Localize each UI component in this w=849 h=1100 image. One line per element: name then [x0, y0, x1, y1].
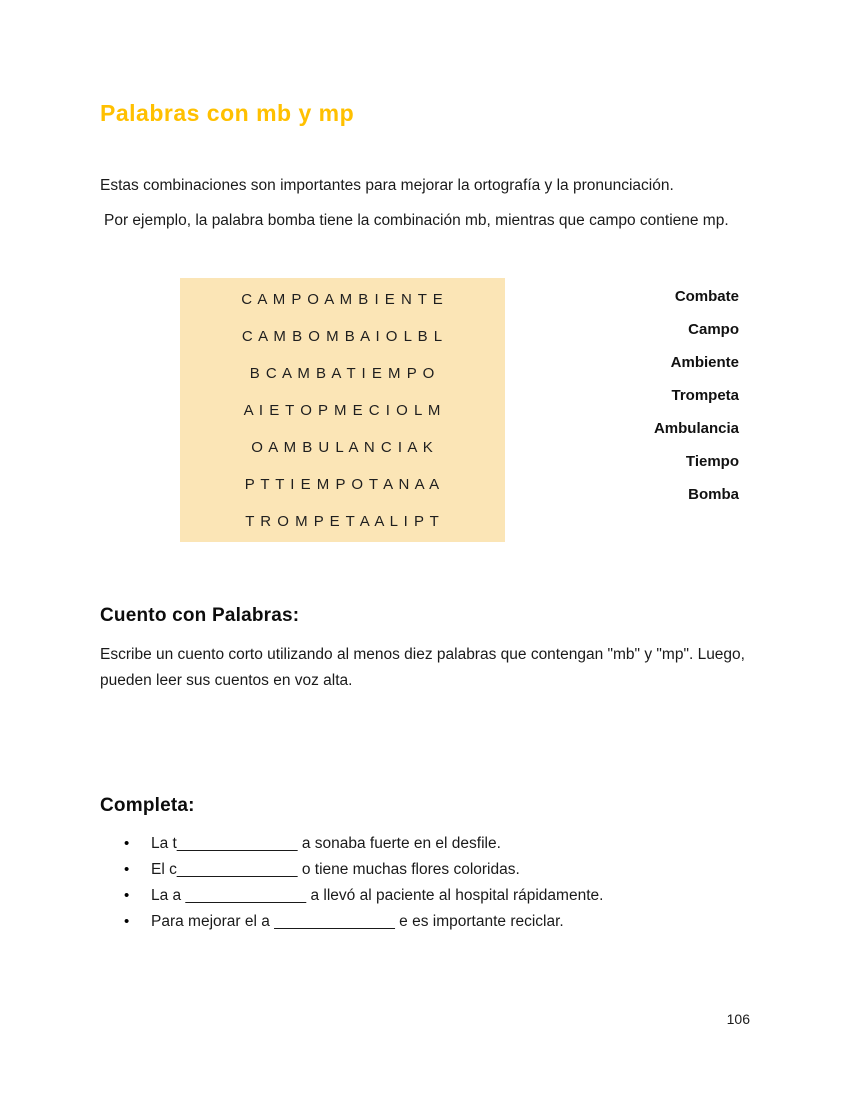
word-search-row: B C A M B A T I E M P O — [249, 365, 436, 382]
word-search-row: A I E T O P M E C I O L M — [243, 402, 442, 419]
fill-in-blank-item — [124, 831, 603, 857]
fill-in-blank-text: La a ______________ a llevó al paciente al hospital rápidamente. — [151, 887, 604, 904]
word-search-row: C A M P O A M B I E N T E — [241, 291, 444, 308]
page-number: 106 — [726, 1011, 750, 1027]
word-list-item: Combate — [674, 288, 739, 305]
story-section-instructions: Escribe un cuento corto utilizando al menos diez palabras que contengan "mb" y "mp". Luego, pueden leer sus cuentos en voz alta. — [100, 646, 745, 689]
word-search-row: T R O M P E T A A L I P T — [245, 513, 440, 530]
page-title: Palabras con mb y mp — [100, 100, 355, 126]
bullet-icon: • — [124, 835, 130, 852]
word-search-row: C A M B O M B A I O L B L — [241, 328, 444, 345]
word-list-item: Trompeta — [671, 387, 739, 404]
fill-in-blank-text: La t______________ a sonaba fuerte en el desfile. — [151, 835, 501, 852]
story-section-heading: Cuento con Palabras: — [100, 605, 300, 626]
intro-paragraph-1: Estas combinaciones son importantes para mejorar la ortografía y la pronunciación. — [100, 177, 674, 194]
fill-in-blank-item — [124, 909, 603, 935]
fill-in-blank-item — [124, 857, 603, 883]
word-list-item: Ambulancia — [653, 420, 739, 437]
completa-section-heading: Completa: — [100, 795, 195, 816]
word-list-item: Campo — [688, 321, 739, 338]
word-list — [539, 280, 739, 511]
word-list-item: Bomba — [688, 486, 739, 503]
fill-in-blank-list — [124, 831, 603, 935]
word-list-item: Tiempo — [685, 453, 739, 470]
bullet-icon: • — [124, 913, 130, 930]
word-search-grid — [180, 278, 505, 542]
word-search-row: P T T I E M P O T A N A A — [244, 476, 441, 493]
bullet-icon: • — [124, 887, 130, 904]
word-search-row: O A M B U L A N C I A K — [251, 439, 434, 456]
fill-in-blank-text: Para mejorar el a ______________ e es importante reciclar. — [151, 913, 564, 930]
intro-paragraph-2: Por ejemplo, la palabra bomba tiene la combinación mb, mientras que campo contiene mp. — [104, 212, 729, 229]
fill-in-blank-text: El c______________ o tiene muchas flores coloridas. — [151, 861, 520, 878]
word-list-item: Ambiente — [670, 354, 739, 371]
fill-in-blank-item — [124, 883, 603, 909]
bullet-icon: • — [124, 861, 130, 878]
